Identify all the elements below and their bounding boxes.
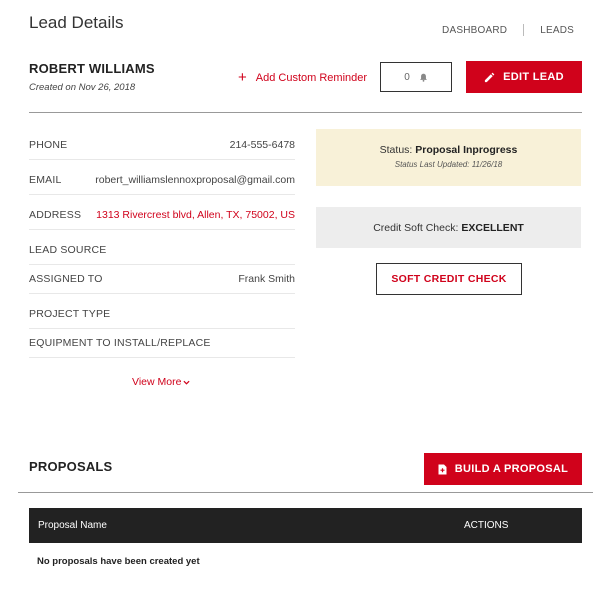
empty-proposals-message: No proposals have been created yet — [37, 556, 200, 567]
add-reminder-link[interactable] — [238, 70, 367, 85]
header-divider — [29, 112, 582, 113]
edit-lead-label: EDIT LEAD — [503, 71, 564, 83]
detail-label: LEAD SOURCE — [29, 244, 107, 256]
detail-row-phone — [29, 131, 295, 160]
detail-row-address — [29, 201, 295, 230]
column-proposal-name: Proposal Name — [38, 520, 107, 531]
chevron-down-icon — [183, 379, 190, 386]
detail-value: 214-555-6478 — [229, 139, 295, 151]
status-line — [316, 144, 581, 156]
detail-label: ADDRESS — [29, 209, 82, 221]
nav-separator — [523, 24, 524, 36]
plus-icon: + — [238, 69, 247, 86]
detail-row-project-type — [29, 300, 295, 329]
proposals-divider — [18, 492, 593, 493]
page-title: Lead Details — [29, 13, 124, 32]
nav-dashboard-link[interactable]: DASHBOARD — [442, 24, 508, 36]
build-proposal-label: BUILD A PROPOSAL — [454, 463, 569, 475]
detail-value[interactable]: robert_williamslennoxproposal@gmail.com — [95, 174, 295, 186]
add-reminder-label: Add Custom Reminder — [255, 71, 368, 84]
credit-check-panel — [316, 207, 581, 248]
pencil-icon — [484, 72, 495, 83]
build-proposal-button[interactable] — [424, 453, 582, 485]
detail-row-equipment — [29, 329, 295, 358]
column-actions: ACTIONS — [464, 520, 509, 531]
document-plus-icon — [438, 464, 447, 475]
detail-row-email — [29, 166, 295, 195]
detail-label: PHONE — [29, 139, 68, 151]
lead-name: ROBERT WILLIAMS — [29, 61, 155, 76]
detail-row-lead-source — [29, 236, 295, 265]
status-updated: Status Last Updated: 11/26/18 — [394, 160, 503, 169]
proposals-table-header — [29, 508, 582, 543]
status-prefix: Status: — [379, 144, 413, 156]
detail-label: PROJECT TYPE — [29, 308, 111, 320]
notification-button[interactable] — [380, 62, 452, 92]
credit-prefix: Credit Soft Check: — [373, 221, 459, 234]
lead-created-date: Created on Nov 26, 2018 — [29, 82, 136, 93]
top-nav — [442, 24, 574, 36]
soft-credit-check-button[interactable]: SOFT CREDIT CHECK — [376, 263, 522, 295]
credit-value: EXCELLENT — [461, 221, 524, 234]
proposals-title: PROPOSALS — [29, 459, 113, 474]
detail-label: EMAIL — [29, 174, 62, 186]
view-more-link[interactable] — [132, 376, 190, 388]
detail-value: Frank Smith — [238, 273, 295, 285]
detail-label: EQUIPMENT TO INSTALL/REPLACE — [29, 337, 211, 349]
status-panel — [316, 129, 581, 186]
view-more-label: View More — [132, 376, 182, 388]
detail-row-assigned-to — [29, 265, 295, 294]
detail-label: ASSIGNED TO — [29, 273, 103, 285]
nav-leads-link[interactable]: LEADS — [540, 24, 574, 36]
address-link[interactable]: 1313 Rivercrest blvd, Allen, TX, 75002, US — [96, 209, 295, 221]
edit-lead-button[interactable] — [466, 61, 582, 93]
notification-count: 0 — [404, 71, 410, 83]
bell-icon — [419, 73, 428, 82]
status-value: Proposal Inprogress — [415, 144, 518, 156]
